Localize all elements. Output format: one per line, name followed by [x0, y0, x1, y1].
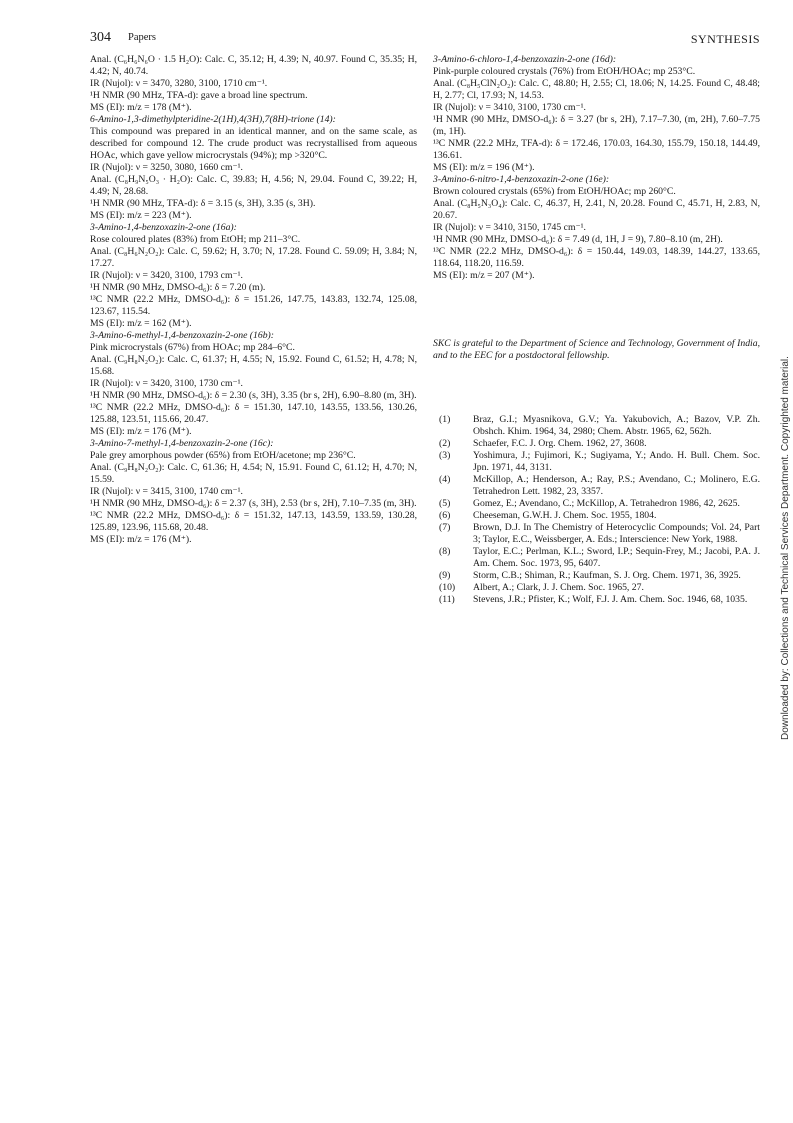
- reference-number: (5): [439, 498, 451, 509]
- compound-heading: 3-Amino-7-methyl-1,4-benzoxazin-2-one (16c):: [90, 438, 274, 449]
- data-line: ¹H NMR (90 MHz, TFA-d): δ = 3.15 (s, 3H), 3.35 (s, 3H).: [90, 198, 316, 209]
- reference-text: McKillop, A.; Henderson, A.; Ray, P.S.; Avendano, C.; Molinero, E.G. Tetrahedron Lett. 1982, 23, 3357.: [473, 474, 760, 497]
- reference-number: (3): [439, 450, 451, 461]
- reference-text: Brown, D.J. In The Chemistry of Heterocyclic Compounds; Vol. 24, Part 3; Taylor, E.C., Weissberger, A. Eds.; Interscience: New York, 1988.: [473, 522, 760, 545]
- compound-heading: 3-Amino-1,4-benzoxazin-2-one (16a):: [90, 222, 237, 233]
- reference-number: (1): [439, 414, 451, 425]
- data-line: MS (EI): m/z = 223 (M⁺).: [90, 210, 192, 221]
- reference-list: [433, 414, 760, 606]
- reference-number: (6): [439, 510, 451, 521]
- download-notice-text: Downloaded by: Collections and Technical Services Department. Copyrighted material.: [780, 356, 791, 740]
- reference-item: [433, 414, 760, 438]
- page-header: [90, 30, 760, 48]
- data-line: Pale grey amorphous powder (65%) from EtOH/acetone; mp 236°C.: [90, 450, 356, 461]
- reference-item: [433, 438, 760, 450]
- data-line: ¹H NMR (90 MHz, DMSO-d₆): δ = 7.49 (d, 1H, J = 9), 7.80–8.10 (m, 2H).: [433, 234, 723, 245]
- reference-number: (4): [439, 474, 451, 485]
- data-line: ¹H NMR (90 MHz, DMSO-d₆): δ = 7.20 (m).: [90, 282, 266, 293]
- data-line: IR (Nujol): ν = 3470, 3280, 3100, 1710 cm⁻¹.: [90, 78, 268, 89]
- left-column: [90, 54, 417, 546]
- reference-text: Yoshimura, J.; Fujimori, K.; Sugiyama, Y.; Ando. H. Bull. Chem. Soc. Jpn. 1971, 44, 3131.: [473, 450, 760, 473]
- reference-text: Cheeseman, G.W.H. J. Chem. Soc. 1955, 1804.: [473, 510, 657, 521]
- right-column-entries: [433, 54, 760, 282]
- reference-text: Albert, A.; Clark, J. J. Chem. Soc. 1965, 27.: [473, 582, 644, 593]
- data-line: Anal. (C₆H₆N₆O · 1.5 H₂O): Calc. C, 35.12; H, 4.39; N, 40.97. Found C, 35.35; H, 4.42; N, 40.74.: [90, 54, 417, 77]
- data-line: Anal. (C₉H₈N₂O₂): Calc. C, 61.37; H, 4.55; N, 15.92. Found C, 61.52; H, 4.78; N, 15.68.: [90, 354, 417, 377]
- reference-item: [433, 570, 760, 582]
- data-line: Pink-purple coloured crystals (76%) from EtOH/HOAc; mp 253°C.: [433, 66, 696, 77]
- data-line: ¹³C NMR (22.2 MHz, DMSO-d₆): δ = 151.30, 147.10, 143.55, 133.56, 130.26, 125.88, 123.51, 115.66, 20.47.: [90, 402, 417, 425]
- data-line: IR (Nujol): ν = 3410, 3100, 1730 cm⁻¹.: [433, 102, 586, 113]
- data-line: Anal. (C₉H₈N₂O₂): Calc. C, 61.36; H, 4.54; N, 15.91. Found C, 61.12; H, 4.70; N, 15.59.: [90, 462, 417, 485]
- journal-name: SYNTHESIS: [690, 32, 760, 46]
- section-title: Papers: [128, 32, 156, 43]
- data-line: IR (Nujol): ν = 3420, 3100, 1730 cm⁻¹.: [90, 378, 243, 389]
- data-line: MS (EI): m/z = 178 (M⁺).: [90, 102, 192, 113]
- compound-heading: 3-Amino-6-methyl-1,4-benzoxazin-2-one (16b):: [90, 330, 275, 341]
- compound-heading: 6-Amino-1,3-dimethylpteridine-2(1H),4(3H),7(8H)-trione (14):: [90, 114, 336, 125]
- data-line: MS (EI): m/z = 207 (M⁺).: [433, 270, 535, 281]
- right-column: [433, 54, 760, 606]
- reference-item: [433, 546, 760, 570]
- reference-text: Taylor, E.C.; Perlman, K.L.; Sword, I.P.; Sequin-Frey, M.; Jacobi, P.A. J. Am. Chem. Soc. 1973, 95, 6407.: [473, 546, 760, 569]
- acknowledgement: SKC is grateful to the Department of Science and Technology, Government of India, and to the EEC for a postdoctoral fellowship.: [433, 338, 760, 361]
- data-line: This compound was prepared in an identical manner, and on the same scale, as described for compound 12. The crude product was recrystallised from aqueous HOAc, which gave yellow microcrystals (94%); mp >320°C.: [90, 126, 417, 161]
- data-line: IR (Nujol): ν = 3420, 3100, 1793 cm⁻¹.: [90, 270, 243, 281]
- reference-number: (8): [439, 546, 451, 557]
- data-line: Pink microcrystals (67%) from HOAc; mp 284–6°C.: [90, 342, 295, 353]
- reference-number: (11): [439, 594, 455, 605]
- data-line: ¹³C NMR (22.2 MHz, DMSO-d₆): δ = 151.26, 147.75, 143.83, 132.74, 125.08, 123.67, 115.54.: [90, 294, 417, 317]
- data-line: MS (EI): m/z = 196 (M⁺).: [433, 162, 535, 173]
- reference-item: [433, 594, 760, 606]
- data-line: Anal. (C₈H₅ClN₂O₂): Calc. C, 48.80; H, 2.55; Cl, 18.06; N, 14.25. Found C, 48.48; H, 2.77; Cl, 17.93; N, 14.53.: [433, 78, 760, 101]
- data-line: ¹³C NMR (22.2 MHz, DMSO-d₆): δ = 151.32, 147.13, 143.59, 133.59, 130.28, 125.89, 123.96, 115.68, 20.48.: [90, 510, 417, 533]
- reference-number: (10): [439, 582, 456, 593]
- reference-text: Gomez, E.; Avendano, C.; McKillop, A. Tetrahedron 1986, 42, 2625.: [473, 498, 740, 509]
- data-line: MS (EI): m/z = 176 (M⁺).: [90, 534, 192, 545]
- reference-item: [433, 450, 760, 474]
- data-line: IR (Nujol): ν = 3410, 3150, 1745 cm⁻¹.: [433, 222, 586, 233]
- data-line: ¹H NMR (90 MHz, DMSO-d₆): δ = 2.37 (s, 3H), 2.53 (br s, 2H), 7.10–7.35 (m, 3H).: [90, 498, 417, 509]
- reference-item: [433, 498, 760, 510]
- data-line: Anal. (C₈H₉N₅O₃ · H₂O): Calc. C, 39.83; H, 4.56; N, 29.04. Found C, 39.22; H, 4.49; N, 28.68.: [90, 174, 417, 197]
- data-line: ¹³C NMR (22.2 MHz, TFA-d): δ = 172.46, 170.03, 164.30, 155.79, 150.18, 144.49, 136.61.: [433, 138, 760, 161]
- data-line: MS (EI): m/z = 176 (M⁺).: [90, 426, 192, 437]
- data-line: ¹H NMR (90 MHz, TFA-d): gave a broad line spectrum.: [90, 90, 308, 101]
- reference-item: [433, 522, 760, 546]
- data-line: Rose coloured plates (83%) from EtOH; mp 211–3°C.: [90, 234, 301, 245]
- data-line: Brown coloured crystals (65%) from EtOH/HOAc; mp 260°C.: [433, 186, 676, 197]
- reference-item: [433, 474, 760, 498]
- reference-text: Stevens, J.R.; Pfister, K.; Wolf, F.J. J. Am. Chem. Soc. 1946, 68, 1035.: [473, 594, 748, 605]
- reference-item: [433, 582, 760, 594]
- data-line: Anal. (C₈H₅N₃O₄): Calc. C, 46.37, H, 2.41, N, 20.28. Found C, 45.71, H, 2.83, N, 20.67.: [433, 198, 760, 221]
- data-line: MS (EI): m/z = 162 (M⁺).: [90, 318, 192, 329]
- data-line: ¹H NMR (90 MHz, DMSO-d₆): δ = 2.30 (s, 3H), 3.35 (br s, 2H), 6.90–8.80 (m, 3H).: [90, 390, 417, 401]
- compound-heading: 3-Amino-6-nitro-1,4-benzoxazin-2-one (16e):: [433, 174, 610, 185]
- data-line: Anal. (C₈H₆N₂O₂): Calc. C, 59.62; H, 3.70; N, 17.28. Found C. 59.09; H, 3.84; N, 17.27.: [90, 246, 417, 269]
- reference-text: Storm, C.B.; Shiman, R.; Kaufman, S. J. Org. Chem. 1971, 36, 3925.: [473, 570, 741, 581]
- reference-number: (7): [439, 522, 451, 533]
- compound-heading: 3-Amino-6-chloro-1,4-benzoxazin-2-one (16d):: [433, 54, 617, 65]
- data-line: IR (Nujol): ν = 3250, 3080, 1660 cm⁻¹.: [90, 162, 243, 173]
- reference-text: Braz, G.I.; Myasnikova, G.V.; Ya. Yakubovich, A.; Bazov, V.P. Zh. Obshch. Khim. 1964, 34, 2980; Chem. Abstr. 1965, 62, 562h.: [473, 414, 760, 437]
- reference-number: (2): [439, 438, 451, 449]
- reference-item: [433, 510, 760, 522]
- page-number: 304: [90, 30, 111, 45]
- data-line: IR (Nujol): ν = 3415, 3100, 1740 cm⁻¹.: [90, 486, 243, 497]
- data-line: ¹H NMR (90 MHz, DMSO-d₆): δ = 3.27 (br s, 2H), 7.17–7.30, (m, 2H), 7.60–7.75 (m, 1H).: [433, 114, 760, 137]
- reference-text: Schaefer, F.C. J. Org. Chem. 1962, 27, 3608.: [473, 438, 647, 449]
- data-line: ¹³C NMR (22.2 MHz, DMSO-d₆): δ = 150.44, 149.03, 148.39, 144.27, 133.65, 118.64, 118.20, 116.59.: [433, 246, 760, 269]
- reference-number: (9): [439, 570, 451, 581]
